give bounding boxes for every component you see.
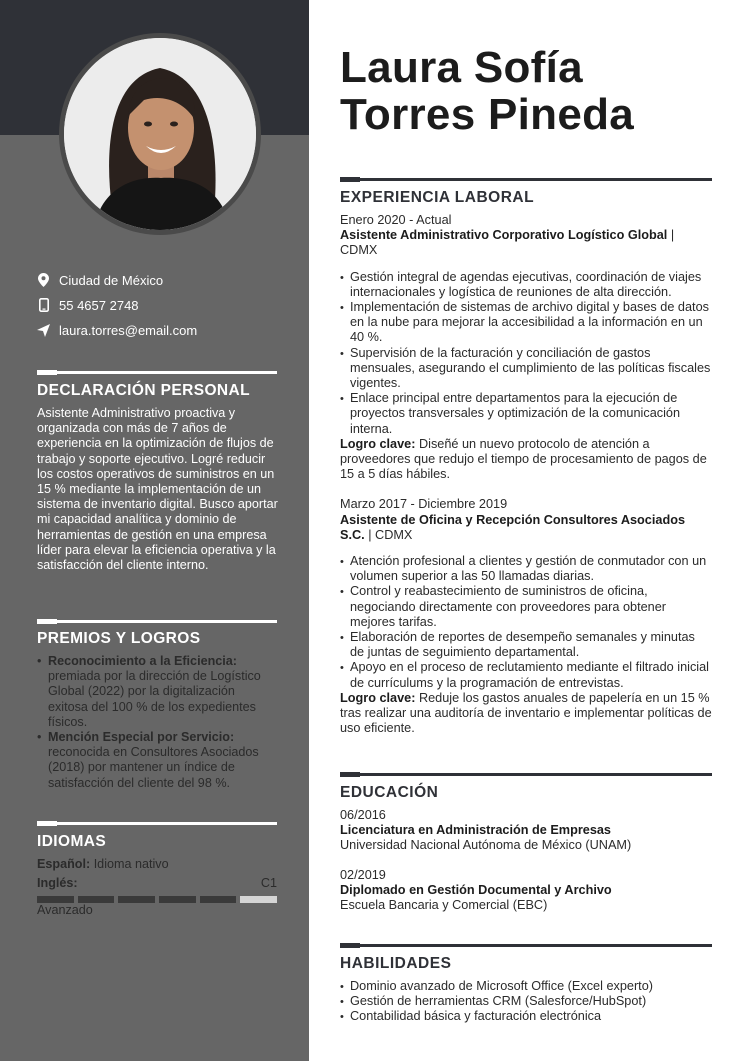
page-title — [340, 44, 634, 138]
awards-list — [37, 654, 277, 791]
award-title: Mención Especial por Servicio: — [48, 730, 235, 745]
job-header — [340, 513, 712, 543]
send-icon — [37, 323, 50, 337]
language-english-level-bar — [37, 896, 277, 903]
experience-divider — [340, 178, 712, 181]
education-divider — [340, 773, 712, 776]
education-school: Escuela Bancaria y Comercial (EBC) — [340, 898, 548, 913]
location-pin-icon — [37, 273, 50, 287]
job-location: | CDMX — [340, 228, 675, 258]
education-item — [340, 808, 712, 854]
language-spanish-label: Español: — [37, 857, 91, 871]
level-segment — [200, 896, 237, 903]
level-segment — [78, 896, 115, 903]
education-section — [340, 808, 712, 913]
award-text: reconocida en Consultores Asociados (2018) por mantener un índice de satisfacción del cliente del 98 %. — [48, 745, 259, 790]
education-date: 06/2016 — [340, 808, 386, 822]
job-achievement — [340, 691, 712, 737]
skills-list — [340, 979, 712, 1025]
contact-email[interactable] — [37, 320, 277, 340]
profile-photo-illustration — [64, 38, 256, 230]
language-english — [37, 876, 277, 890]
list-item: • Gestión de herramientas CRM (Salesforce/HubSpot) — [340, 994, 712, 1009]
job-bullets — [340, 270, 712, 437]
level-segment — [37, 896, 74, 903]
job-header — [340, 228, 712, 258]
achievement-text: Reduje los gastos anuales de papelería en un 15 % tras realizar una auditoría de inventario e implementar políticas de uso eficiente. — [340, 690, 712, 736]
achievement-text: Diseñé un nuevo protocolo de atención a proveedores que redujo el tiempo de procesamiento de pagos de 15 a 5 días hábiles. — [340, 436, 707, 482]
achievement-label: Logro clave: — [340, 690, 416, 705]
level-segment — [159, 896, 196, 903]
awards-divider — [37, 620, 277, 623]
statement-text: Asistente Administrativo proactiva y organizada con más de 7 años de experiencia en la optimización de flujos de trabajo y soporte ejecutivo. Logré reducir los costos operativos de suministros en un 15 % mediante la implementación de un sistema de inventario digital. Busco aportar mi capacidad analítica y dominio de herramientas de gestión en una empresa líder para elevar la eficiencia operativa y la satisfacción del cliente interno. — [37, 406, 278, 573]
level-segment — [118, 896, 155, 903]
phone-icon — [37, 298, 50, 312]
name-line-1: Laura Sofía — [340, 43, 583, 92]
job-bullets — [340, 554, 712, 691]
skills-divider — [340, 944, 712, 947]
education-degree: Licenciatura en Administración de Empresas — [340, 823, 611, 838]
contact-location-text: Ciudad de México — [59, 272, 164, 288]
experience-heading: EXPERIENCIA LABORAL — [340, 189, 535, 206]
level-segment — [240, 896, 277, 903]
job-achievement — [340, 437, 712, 483]
award-title: Reconocimiento a la Eficiencia: — [48, 654, 237, 668]
job-dates: Marzo 2017 - Diciembre 2019 — [340, 497, 508, 512]
achievement-label: Logro clave: — [340, 436, 416, 451]
list-item: • Elaboración de reportes de desempeño semanales y minutas de juntas de seguimiento departamental. — [340, 630, 712, 660]
list-item: • Apoyo en el proceso de reclutamiento mediante el filtrado inicial de currículums y la programación de entrevistas. — [340, 660, 712, 690]
list-item — [37, 730, 277, 791]
statement-heading: DECLARACIÓN PERSONAL — [37, 382, 250, 399]
name-line-2: Torres Pineda — [340, 90, 635, 139]
languages-divider — [37, 822, 277, 825]
list-item: • Enlace principal entre departamentos para la ejecución de proyectos transversales y optimización de la comunicación interna. — [340, 391, 712, 437]
job-location: | CDMX — [364, 527, 413, 542]
list-item: • Dominio avanzado de Microsoft Office (Excel experto) — [340, 979, 712, 994]
list-item: • Atención profesional a clientes y gestión de conmutador con un volumen superior a las 50 llamadas diarias. — [340, 554, 712, 584]
contact-email-text[interactable]: laura.torres@email.com — [59, 322, 198, 338]
list-item: • Supervisión de la facturación y conciliación de gastos mensuales, asegurando el cumplimiento de las políticas fiscales vigentes. — [340, 346, 712, 392]
award-text: premiada por la dirección de Logístico Global (2022) por la digitalización exitosa del 100 % de los expedientes físicos. — [48, 669, 261, 729]
education-heading: EDUCACIÓN — [340, 784, 439, 801]
language-english-code: C1 — [260, 876, 277, 890]
language-english-level-text: Avanzado — [37, 903, 93, 917]
language-english-label: Inglés: — [37, 876, 78, 890]
job-1 — [340, 213, 712, 482]
education-date: 02/2019 — [340, 867, 386, 882]
list-item — [37, 654, 277, 730]
contact-phone — [37, 295, 277, 315]
education-school: Universidad Nacional Autónoma de México (UNAM) — [340, 838, 632, 853]
job-title: Asistente de Oficina y Recepción Consultores Asociados S.C. — [340, 512, 686, 542]
skills-heading: HABILIDADES — [340, 955, 452, 972]
job-2 — [340, 497, 712, 736]
contact-location — [37, 270, 277, 290]
list-item: • Control y reabastecimiento de suministros de oficina, negociando directamente con proveedores para obtener mejores tarifas. — [340, 584, 712, 630]
job-dates: Enero 2020 - Actual — [340, 213, 452, 227]
list-item: • Contabilidad básica y facturación electrónica — [340, 1009, 712, 1024]
list-item: • Implementación de sistemas de archivo digital y bases de datos en la nube para mejorar la accesibilidad a la información en un 40 %. — [340, 300, 712, 346]
statement-divider — [37, 371, 277, 374]
languages-heading: IDIOMAS — [37, 833, 107, 850]
experience-section — [340, 213, 712, 737]
awards-heading: PREMIOS Y LOGROS — [37, 630, 201, 647]
education-degree: Diplomado en Gestión Documental y Archivo — [340, 882, 612, 897]
language-spanish-level: Idioma nativo — [93, 857, 169, 871]
language-spanish — [37, 857, 277, 871]
education-item — [340, 868, 712, 914]
job-title: Asistente Administrativo Corporativo Logístico Global — [340, 228, 668, 243]
list-item: • Gestión integral de agendas ejecutivas, coordinación de viajes internacionales y logística de reuniones de alta dirección. — [340, 270, 712, 300]
contact-phone-text: 55 4657 2748 — [59, 297, 139, 313]
profile-photo — [64, 38, 256, 230]
